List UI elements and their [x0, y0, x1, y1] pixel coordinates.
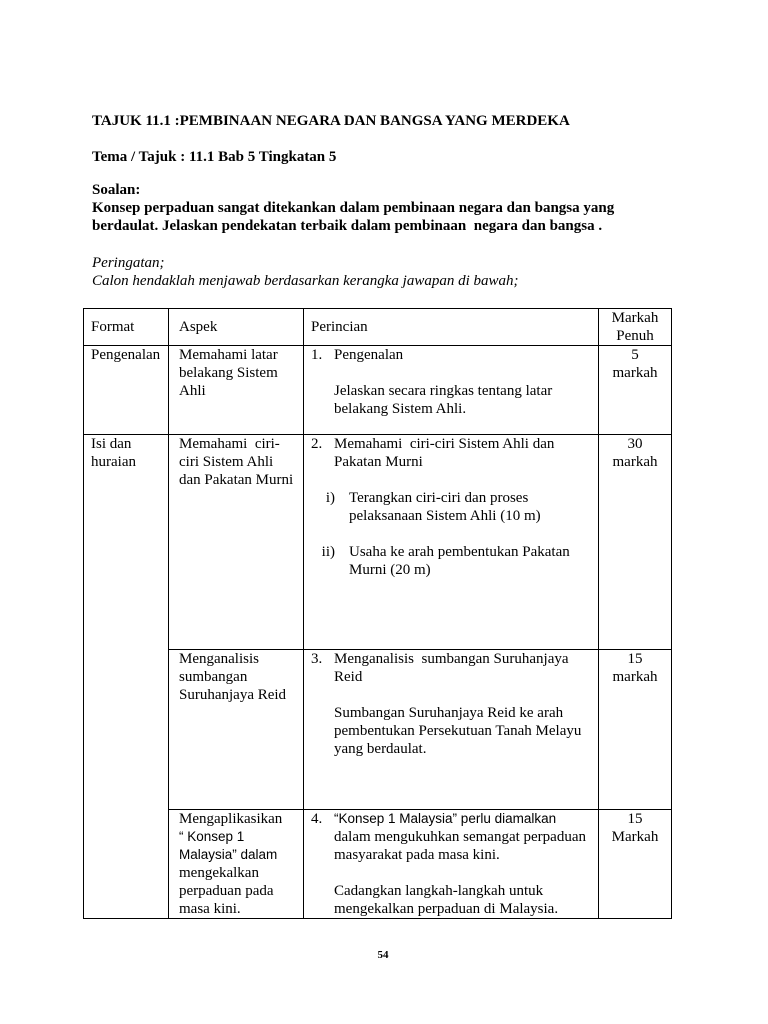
heading-line: Reid — [334, 669, 363, 685]
markah-cell — [599, 435, 672, 650]
sub-item-text — [349, 489, 541, 525]
item-heading — [334, 650, 569, 686]
aspek-cell — [169, 810, 304, 919]
topic-line: Tema / Tajuk : 11.1 Bab 5 Tingkatan 5 — [92, 149, 337, 165]
sub-item-line: Terangkan ciri-ciri dan proses — [349, 490, 529, 506]
item-heading — [334, 810, 586, 864]
perincian-cell — [304, 650, 599, 810]
item-body — [334, 704, 598, 758]
body-line: yang berdaulat. — [334, 741, 427, 757]
aspek-line: Menganalisis — [179, 651, 259, 667]
heading-line: dalam mengukuhkan semangat perpaduan — [334, 829, 586, 845]
heading-line: masyarakat pada masa kini. — [334, 847, 500, 863]
sub-item-number: ii) — [321, 544, 335, 560]
format-line: Isi dan — [91, 436, 132, 452]
question-label: Soalan: — [92, 182, 141, 198]
table-row — [84, 810, 672, 919]
perincian-cell — [304, 810, 599, 919]
heading-line: Menganalisis sumbangan Suruhanjaya — [334, 651, 569, 667]
perincian-cell — [304, 435, 599, 650]
question-line: Konsep perpaduan sangat ditekankan dalam pembinaan negara dan bangsa yang — [92, 200, 615, 216]
aspek-line: Ahli — [179, 383, 206, 399]
warning-block — [92, 254, 519, 290]
aspek-cell — [169, 435, 304, 650]
markah-cell — [599, 650, 672, 810]
body-line: Sumbangan Suruhanjaya Reid ke arah — [334, 705, 564, 721]
question-block — [92, 181, 614, 235]
header-perincian — [304, 309, 599, 346]
heading-line: “Konsep 1 Malaysia” perlu diamalkan — [334, 811, 557, 826]
item-number: 1. — [311, 347, 323, 363]
format-cell — [84, 346, 169, 435]
sub-item-line: pelaksanaan Sistem Ahli (10 m) — [349, 508, 541, 524]
body-line: Jelaskan secara ringkas tentang latar — [334, 383, 553, 399]
sub-item — [319, 543, 598, 579]
markah-cell — [599, 810, 672, 919]
aspek-cell — [169, 650, 304, 810]
body-line: mengekalkan perpaduan di Malaysia. — [334, 901, 559, 917]
header-markah — [599, 309, 672, 346]
body-line: belakang Sistem Ahli. — [334, 401, 467, 417]
perincian-item — [311, 346, 598, 364]
aspek-line: belakang Sistem — [179, 365, 278, 381]
sub-item-line: Usaha ke arah pembentukan Pakatan — [349, 544, 570, 560]
aspek-line: masa kini. — [179, 901, 241, 917]
aspek-line: Suruhanjaya Reid — [179, 687, 287, 703]
question-line: berdaulat. Jelaskan pendekatan terbaik dalam pembinaan negara dan bangsa . — [92, 218, 603, 234]
aspek-line: ciri Sistem Ahli — [179, 454, 274, 470]
format-line: Pengenalan — [91, 347, 161, 363]
item-body — [334, 882, 598, 918]
table-row — [84, 346, 672, 435]
header-perincian-label: Perincian — [311, 319, 368, 335]
warning-label: Peringatan; — [92, 255, 165, 271]
aspek-line: Memahami latar — [179, 347, 278, 363]
markah-unit: markah — [612, 669, 658, 685]
header-format — [84, 309, 169, 346]
aspek-line: Mengaplikasikan — [179, 811, 283, 827]
markah-value: 30 — [627, 436, 643, 452]
table-row — [84, 650, 672, 810]
warning-text: Calon hendaklah menjawab berdasarkan kerangka jawapan di bawah; — [92, 273, 519, 289]
answer-framework-table — [83, 308, 672, 919]
heading-line: Pengenalan — [334, 347, 404, 363]
header-format-label: Format — [91, 319, 135, 335]
header-aspek-label: Aspek — [179, 319, 218, 335]
item-number: 4. — [311, 811, 323, 827]
item-heading — [334, 435, 554, 471]
perincian-item — [311, 650, 598, 686]
item-heading — [334, 346, 403, 364]
aspek-line: mengekalkan — [179, 865, 259, 881]
body-line: pembentukan Persekutuan Tanah Melayu — [334, 723, 582, 739]
item-number: 3. — [311, 651, 323, 667]
document-title: TAJUK 11.1 :PEMBINAAN NEGARA DAN BANGSA YANG MERDEKA — [92, 113, 570, 129]
body-line: Cadangkan langkah-langkah untuk — [334, 883, 544, 899]
aspek-line: Memahami ciri- — [179, 436, 280, 452]
sub-item — [319, 489, 598, 525]
header-markah-label: Penuh — [616, 328, 654, 344]
table-row — [84, 435, 672, 650]
markah-value: 5 — [631, 347, 639, 363]
header-markah-label: Markah — [611, 310, 659, 326]
item-body — [334, 382, 598, 418]
aspek-line: sumbangan — [179, 669, 248, 685]
format-cell — [84, 435, 169, 919]
markah-unit: Markah — [611, 829, 659, 845]
heading-line: Pakatan Murni — [334, 454, 423, 470]
sub-item-text — [349, 543, 570, 579]
aspek-cell — [169, 346, 304, 435]
markah-value: 15 — [627, 651, 643, 667]
aspek-line: perpaduan pada — [179, 883, 274, 899]
aspek-line: Malaysia” dalam — [179, 847, 278, 862]
aspek-line: “ Konsep 1 — [179, 829, 245, 844]
perincian-item — [311, 435, 598, 471]
aspek-line: dan Pakatan Murni — [179, 472, 294, 488]
format-line: huraian — [91, 454, 136, 470]
heading-line: Memahami ciri-ciri Sistem Ahli dan — [334, 436, 555, 452]
markah-unit: markah — [612, 454, 658, 470]
header-aspek — [169, 309, 304, 346]
perincian-cell — [304, 346, 599, 435]
sub-item-number: i) — [325, 490, 335, 506]
table-header-row — [84, 309, 672, 346]
markah-value: 15 — [627, 811, 643, 827]
sub-item-line: Murni (20 m) — [349, 562, 431, 578]
item-number: 2. — [311, 436, 323, 452]
page-number: 54 — [377, 949, 389, 961]
markah-cell — [599, 346, 672, 435]
markah-unit: markah — [612, 365, 658, 381]
perincian-item — [311, 810, 598, 864]
